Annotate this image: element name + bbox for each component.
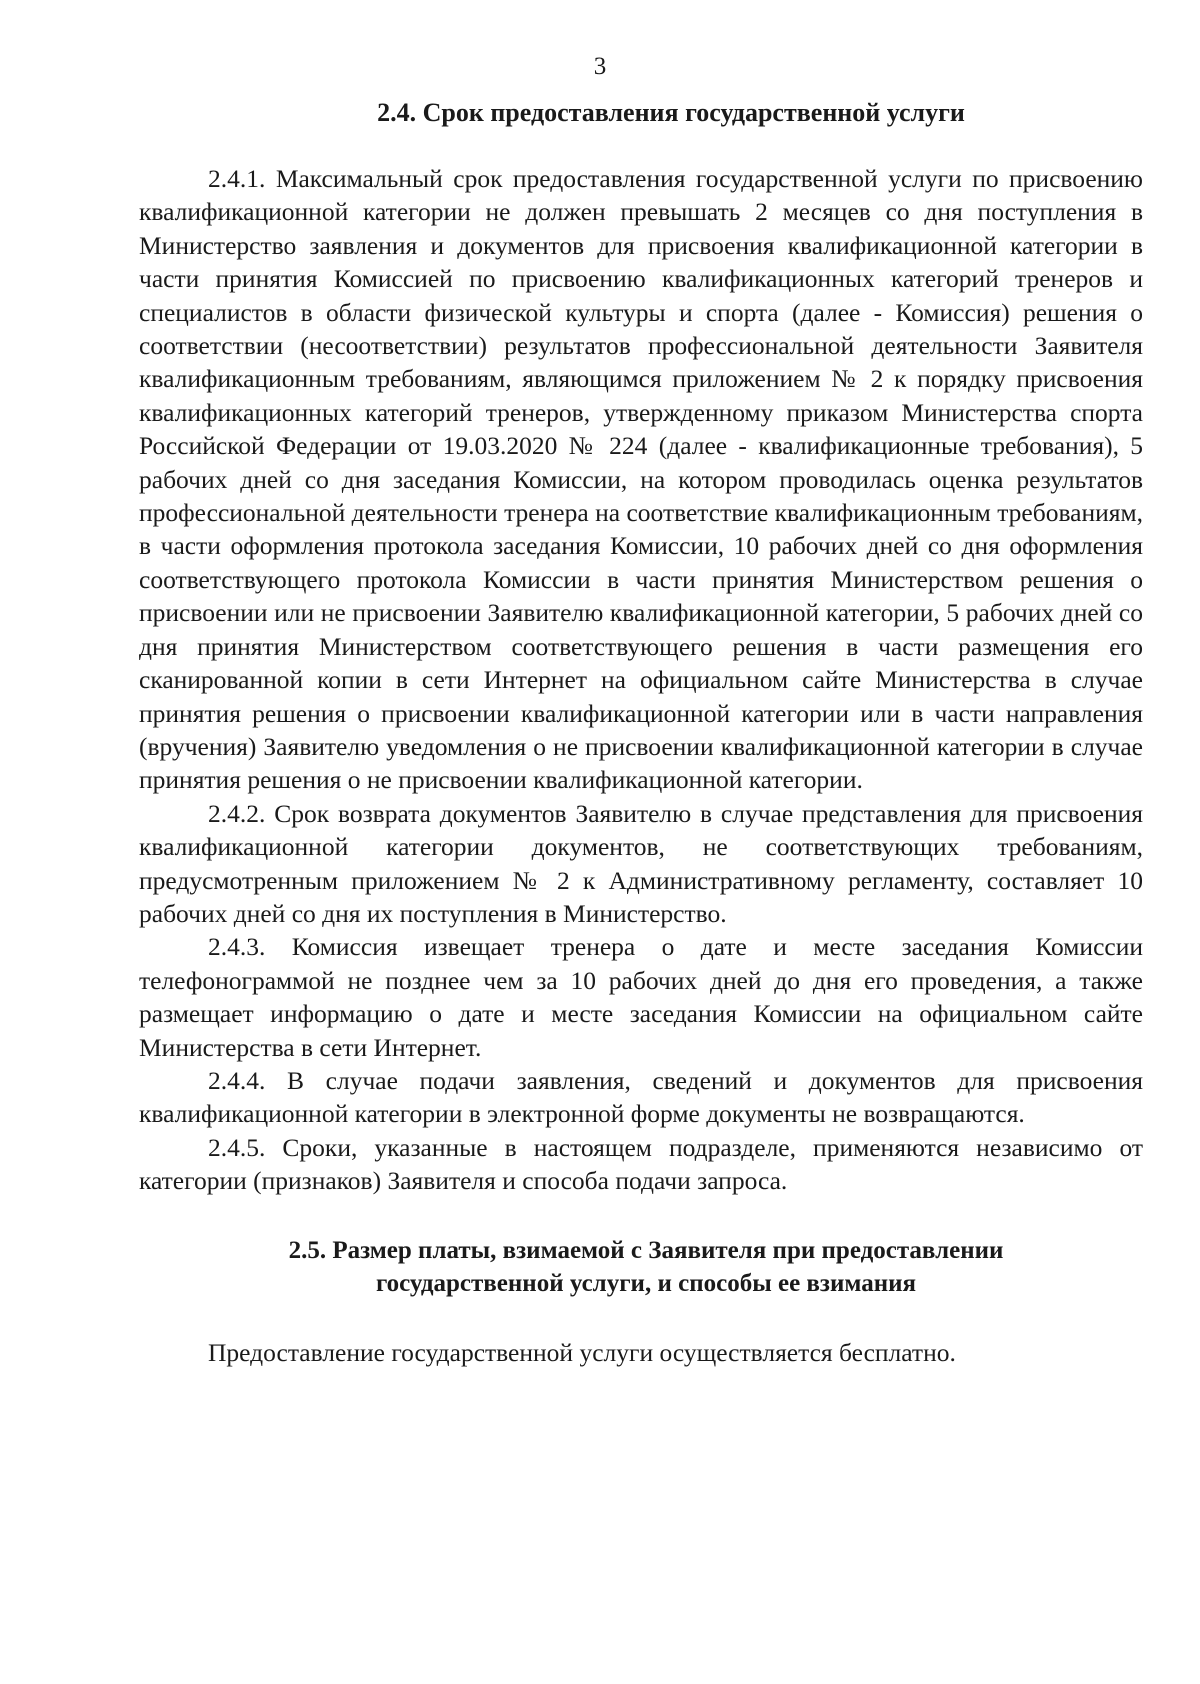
section-2-5-title xyxy=(139,1234,1143,1300)
section-2-5-title-line-1: 2.5. Размер платы, взимаемой с Заявителя при предоставлении xyxy=(288,1236,1004,1264)
paragraph-2-4-4: 2.4.4. В случае подачи заявления, сведений и документов для присвоения квалификационной категории в электронной форме документы не возвращаются. xyxy=(139,1065,1143,1129)
page-content xyxy=(139,96,1143,1370)
section-2-4-title: 2.4. Срок предоставления государственной услуги xyxy=(377,98,965,127)
paragraph-2-5-text: Предоставление государственной услуги осуществляется бесплатно. xyxy=(208,1337,956,1367)
page-number: 3 xyxy=(593,53,607,80)
section-2-5-title-line-2: государственной услуги, и способы ее взимания xyxy=(375,1269,917,1297)
paragraph-2-4-1: 2.4.1. Максимальный срок предоставления государственной услуги по присвоению квалификационной категории не должен превышать 2 месяцев со дня поступления в Министерство заявления и документов для присвоения квалификационной категории в части принятия Комиссией по присвоению квалификационных категорий тренеров и специалистов в области физической культуры и спорта (далее - Комиссия) решения о соответствии (несоответствии) результатов профессиональной деятельности Заявителя квалификационным требованиям, являющимся приложением № 2 к порядку присвоения квалификационных категорий тренеров, утвержденному приказом Министерства спорта Российской Федерации от 19.03.2020 № 224 (далее - квалификационные требования), 5 рабочих дней со дня заседания Комиссии, на котором проводилась оценка результатов профессиональной деятельности тренера на соответствие квалификационным требованиям, в части оформления протокола заседания Комиссии, 10 рабочих дней со дня оформления соответствующего протокола Комиссии в части принятия Министерством решения о присвоении или не присвоении Заявителю квалификационной категории, 5 рабочих дней со дня принятия Министерством соответствующего решения в части размещения его сканированной копии в сети Интернет на официальном сайте Министерства в случае принятия решения о присвоении квалификационной категории или в части направления (вручения) Заявителю уведомления о не присвоении квалификационной категории в случае принятия решения о не присвоении квалификационной категории. xyxy=(139,164,1143,795)
paragraph-2-4-2: 2.4.2. Срок возврата документов Заявителю в случае представления для присвоения квалификационной категории документов, не соответствующих требованиям, предусмотренным приложением № 2 к Административному регламенту, составляет 10 рабочих дней со дня их поступления в Министерство. xyxy=(139,798,1143,928)
paragraph-2-4-3: 2.4.3. Комиссия извещает тренера о дате и месте заседания Комиссии телефонограммой не позднее чем за 10 рабочих дней до дня его проведения, а также размещает информацию о дате и месте заседания Комиссии на официальном сайте Министерства в сети Интернет. xyxy=(139,932,1143,1062)
paragraph-2-4-5: 2.4.5. Сроки, указанные в настоящем подразделе, применяются независимо от категории (признаков) Заявителя и способа подачи запроса. xyxy=(139,1132,1143,1196)
